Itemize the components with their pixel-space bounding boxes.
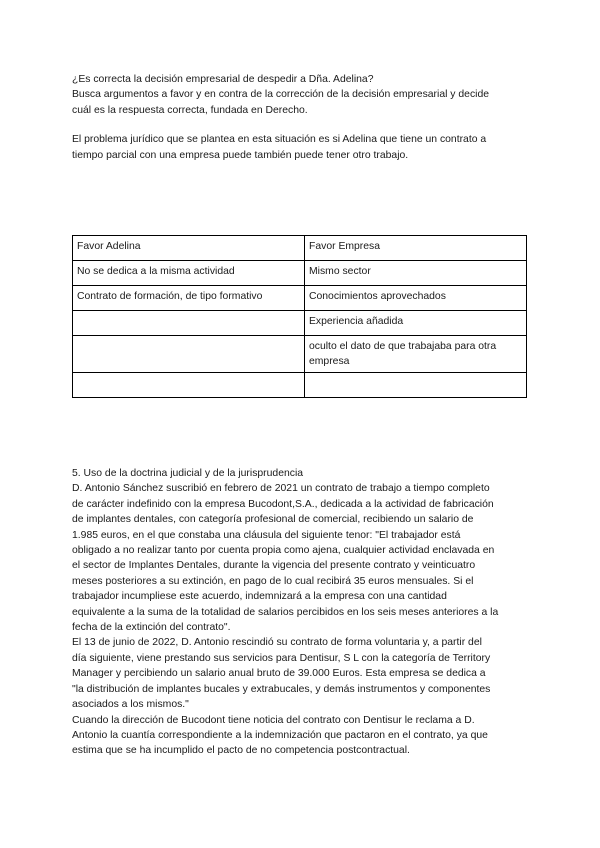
- problem-line-1: El problema jurídico que se plantea en esta situación es si Adelina que tiene un contrato a: [72, 134, 487, 146]
- table-row: [73, 372, 527, 397]
- intro-section: [72, 72, 532, 163]
- paragraph-line: meses posteriores a su extinción, en pago de lo cual recibirá 35 euros mensuales. Si el: [72, 575, 474, 587]
- table-cell: Mismo sector: [305, 261, 527, 286]
- table-cell: Conocimientos aprovechados: [305, 286, 527, 311]
- paragraph-line: Cuando la dirección de Bucodont tiene noticia del contrato con Dentisur le reclama a D.: [72, 714, 475, 726]
- header-favor-empresa: Favor Empresa: [305, 236, 527, 261]
- paragraph-line: 1.985 euros, en el que constaba una cláusula del siguiente tenor: "El trabajador está: [72, 529, 461, 541]
- paragraph-line: de implantes dentales, con categoría profesional de comercial, recibiendo un salario de: [72, 514, 474, 526]
- paragraph-line: trabajador incumpliese este acuerdo, indemnizará a la empresa con una cantidad: [72, 591, 447, 603]
- table-cell: [73, 311, 305, 336]
- table-cell: Experiencia añadida: [305, 311, 527, 336]
- paragraph-line: el sector de Implantes Dentales, durante la vigencia del presente contrato y veinticuatro: [72, 560, 476, 572]
- paragraph-line: asociados a los mismos.": [72, 699, 189, 711]
- paragraph-line: estima que se ha incumplido el pacto de no competencia postcontractual.: [72, 745, 410, 757]
- paragraph-line: fecha de la extinción del contrato".: [72, 622, 231, 634]
- table-cell: Contrato de formación, de tipo formativo: [73, 286, 305, 311]
- paragraph-line: "la distribución de implantes bucales y extrabucales, y demás instrumentos y componentes: [72, 683, 491, 695]
- paragraph-line: El 13 de junio de 2022, D. Antonio rescindió su contrato de forma voluntaria y, a partir del: [72, 637, 482, 649]
- table-cell: [305, 372, 527, 397]
- paragraph-line: Antonio la cuantía correspondiente a la indemnización que pactaron en el contrato, ya que: [72, 729, 488, 741]
- table-cell: No se dedica a la misma actividad: [73, 261, 305, 286]
- paragraph-line: día siguiente, viene prestando sus servicios para Dentisur, S L con la categoría de Territory: [72, 652, 491, 664]
- table-cell: [73, 372, 305, 397]
- question-text: ¿Es correcta la decisión empresarial de despedir a Dña. Adelina?: [72, 74, 374, 85]
- arguments-table: [72, 235, 527, 398]
- table-row: [73, 311, 527, 336]
- question-block: [72, 72, 532, 118]
- table-cell: [73, 336, 305, 373]
- table-row: [73, 286, 527, 311]
- table-header-row: [73, 236, 527, 261]
- paragraph-line: equivalente a la suma de la totalidad de salarios percibidos en los seis meses anteriores a la: [72, 606, 499, 618]
- paragraph-line: obligado a no realizar tanto por cuenta propia como ajena, cualquier actividad enclavada en: [72, 545, 495, 557]
- header-favor-adelina: Favor Adelina: [73, 236, 305, 261]
- paragraph-line: de carácter indefinido con la empresa Bucodont,S.A., dedicada a la actividad de fabricación: [72, 498, 494, 510]
- paragraph-line: D. Antonio Sánchez suscribió en febrero de 2021 un contrato de trabajo a tiempo completo: [72, 483, 490, 495]
- table-row: [73, 261, 527, 286]
- table-cell: oculto el dato de que trabajaba para otra empresa: [305, 336, 527, 373]
- instruction-line-2: cuál es la respuesta correcta, fundada en Derecho.: [72, 104, 308, 116]
- table-row: [73, 336, 527, 373]
- problem-block: [72, 132, 532, 163]
- section-heading: 5. Uso de la doctrina judicial y de la jurisprudencia: [72, 468, 304, 479]
- problem-line-2: tiempo parcial con una empresa puede también puede tener otro trabajo.: [72, 149, 409, 161]
- paragraph-line: Manager y percibiendo un salario anual bruto de 39.000 Euros. Esta empresa se dedica a: [72, 668, 486, 680]
- section-5: [72, 466, 532, 759]
- instruction-line-1: Busca argumentos a favor y en contra de la corrección de la decisión empresarial y decide: [72, 89, 490, 101]
